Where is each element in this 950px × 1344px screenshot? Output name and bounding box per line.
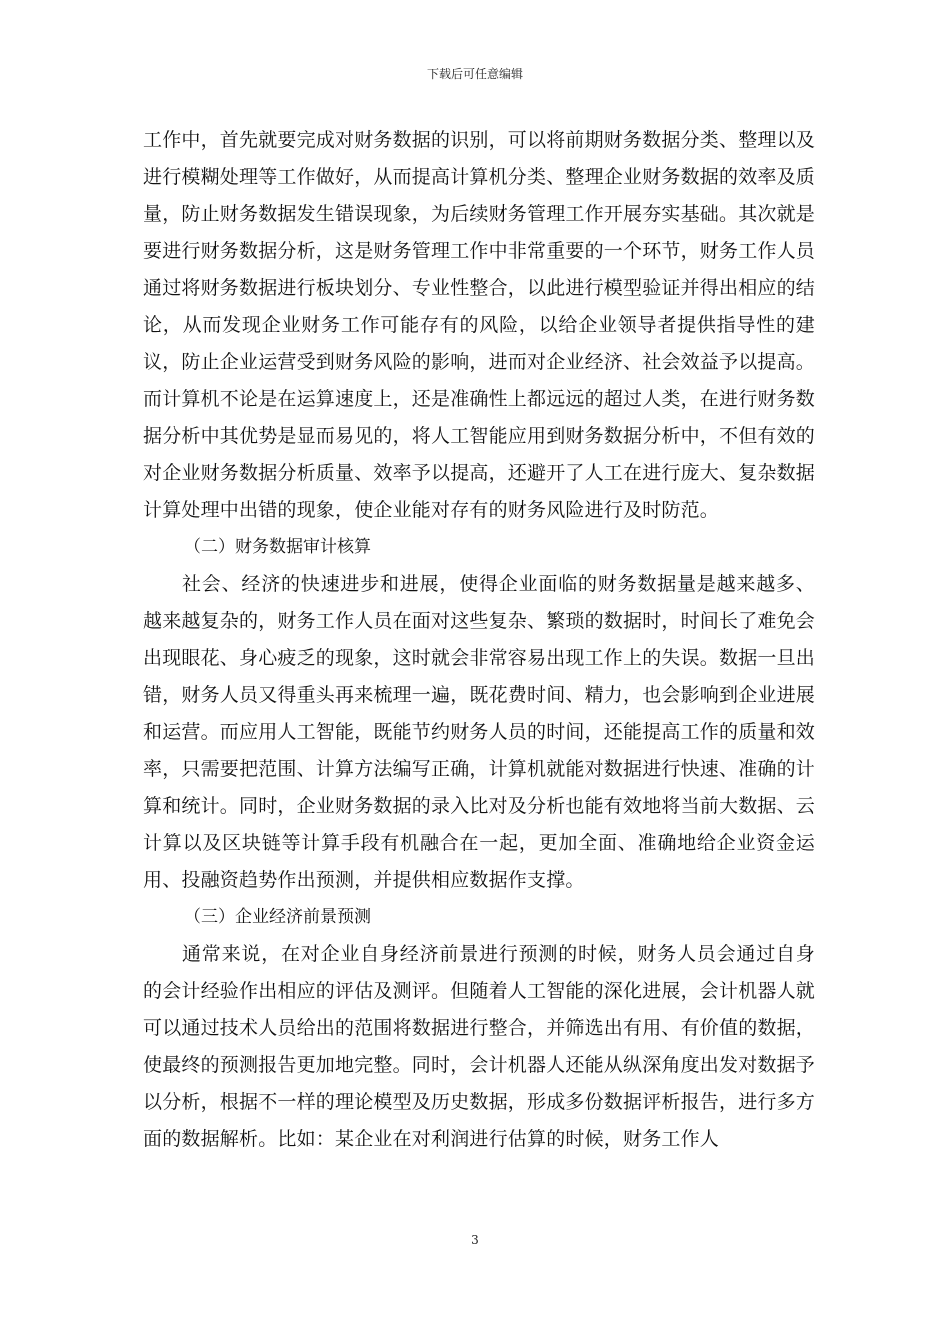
paragraph-economic-forecast: 通常来说，在对企业自身经济前景进行预测的时候，财务人员会通过自身的会计经验作出相应的评估及测评。但随着人工智能的深化进展，会计机器人就可以通过技术人员给出的范围将数据进行整合，并筛选出有用、有价值的数据，使最终的预测报告更加地完整。同时，会计机器人还能从纵深角度出发对数据予以分析，根据不一样的理论模型及历史数据，形成多份数据评析报告，进行多方面的数据解析。比如：某企业在对利润进行估算的时候，财务工作人 [143, 943, 816, 1150]
paragraph-audit-accounting: 社会、经济的快速进步和进展，使得企业面临的财务数据量是越来越多、越来越复杂的，财务工作人员在面对这些复杂、繁琐的数据时，时间长了难免会出现眼花、身心疲乏的现象，这时就会非常容易出现工作上的失误。数据一旦出错，财务人员又得重头再来梳理一遍，既花费时间、精力，也会影响到企业进展和运营。而应用人工智能，既能节约财务人员的时间，还能提高工作的质量和效率，只需要把范围、计算方法编写正确，计算机就能对数据进行快速、准确的计算和统计。同时，企业财务数据的录入比对及分析也能有效地将当前大数据、云计算以及区块链等计算手段有机融合在一起，更加全面、准确地给企业资金运用、投融资趋势作出预测，并提供相应数据作支撑。 [143, 573, 816, 891]
section-heading-2: （二）财务数据审计核算 [184, 537, 371, 557]
page-number: 3 [471, 1233, 479, 1247]
page-header: 下载后可任意编辑 [426, 67, 523, 81]
document-body [143, 122, 815, 1158]
paragraph-continued: 工作中，首先就要完成对财务数据的识别，可以将前期财务数据分类、整理以及进行模糊处理等工作做好，从而提高计算机分类、整理企业财务数据的效率及质量，防止财务数据发生错误现象，为后续财务管理工作开展夯实基础。其次就是要进行财务数据分析，这是财务管理工作中非常重要的一个环节，财务工作人员通过将财务数据进行板块划分、专业性整合，以此进行模型验证并得出相应的结论，从而发现企业财务工作可能存有的风险，以给企业领导者提供指导性的建议，防止企业运营受到财务风险的影响，进而对企业经济、社会效益予以提高。而计算机不论是在运算速度上，还是准确性上都远远的超过人类，在进行财务数据分析中其优势是显而易见的，将人工智能应用到财务数据分析中，不但有效的对企业财务数据分析质量、效率予以提高，还避开了人工在进行庞大、复杂数据计算处理中出错的现象，使企业能对存有的财务风险进行及时防范。 [143, 129, 816, 521]
section-heading-3: （三）企业经济前景预测 [184, 907, 371, 927]
